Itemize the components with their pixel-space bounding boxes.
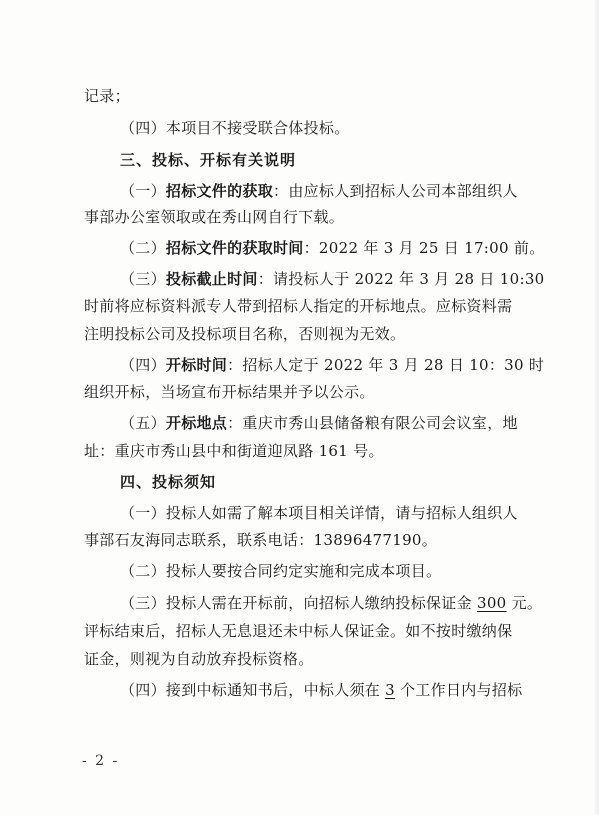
line-text: （四）接到中标通知书后，中标人须在	[120, 681, 386, 699]
deposit-amount: 300	[476, 594, 507, 612]
line-text: （四）本项目不接受联合体投标。	[120, 119, 350, 137]
text-line	[0, 561, 599, 581]
text-line	[0, 324, 599, 344]
text-line	[0, 382, 599, 402]
text-line	[0, 441, 599, 461]
page-number: - 2 -	[82, 753, 120, 769]
line-text: 时前将应标资料派专人带到招标人指定的开标地点。应标资料需	[84, 297, 513, 315]
section-heading	[0, 150, 599, 170]
line-text: ：重庆市秀山县储备粮有限公司会议室，地	[227, 414, 518, 432]
item-number: （五）	[120, 414, 166, 432]
text-line	[0, 86, 599, 106]
text-line	[0, 181, 599, 201]
line-text: 记录；	[84, 87, 130, 105]
item-number: （三）	[120, 270, 166, 288]
work-days-count: 3	[385, 681, 396, 699]
line-text: 评标结束后，招标人无息退还未中标人保证金。如不按时缴纳保	[84, 622, 513, 640]
text-line	[0, 530, 599, 550]
text-line	[0, 296, 599, 316]
text-line	[0, 238, 599, 258]
item-label: 招标文件的获取时间	[165, 239, 304, 257]
line-text: 元。	[506, 594, 543, 612]
text-line	[0, 413, 599, 433]
line-text: ：招标人定于 2022 年 3 月 28 日 10：30 时	[227, 356, 545, 374]
item-number: （一）	[120, 182, 166, 200]
item-number: （四）	[120, 356, 166, 374]
line-text: （一）投标人如需了解本项目相关详情，请与招标人组织人	[120, 504, 518, 522]
line-text: 证金，则视为自动放弃投标资格。	[84, 650, 314, 668]
text-line	[0, 649, 599, 669]
item-number: （二）	[120, 239, 166, 257]
line-text: 个工作日内与招标	[395, 681, 523, 699]
line-text: ：2022 年 3 月 25 日 17:00 前。	[303, 239, 545, 257]
line-text: （二）投标人要按合同约定实施和完成本项目。	[120, 562, 442, 580]
text-line	[0, 680, 599, 700]
line-text: ：请投标人于 2022 年 3 月 28 日 10:30	[257, 270, 545, 288]
item-label: 投标截止时间	[165, 270, 258, 288]
text-line	[0, 118, 599, 138]
text-line	[0, 593, 599, 613]
item-label: 招标文件的获取	[165, 182, 274, 200]
line-text: 址：重庆市秀山县中和街道迎凤路 161 号。	[84, 442, 384, 460]
text-line	[0, 269, 599, 289]
heading-text: 四、投标须知	[120, 473, 217, 491]
text-line	[0, 355, 599, 375]
line-text: （三）投标人需在开标前，向招标人缴纳投标保证金	[120, 594, 477, 612]
item-label: 开标地点	[165, 414, 228, 432]
line-text: 事部办公室领取或在秀山网自行下载。	[84, 208, 345, 226]
line-text: 注明投标公司及投标项目名称，否则视为无效。	[84, 325, 406, 343]
text-line	[0, 207, 599, 227]
text-line	[0, 621, 599, 641]
text-line	[0, 503, 599, 523]
section-heading	[0, 472, 599, 492]
line-text: 事部石友海同志联系，联系电话：13896477190。	[84, 531, 438, 549]
item-label: 开标时间	[165, 356, 228, 374]
line-text: 组织开标，当场宣布开标结果并予以公示。	[84, 383, 375, 401]
heading-text: 三、投标、开标有关说明	[120, 151, 297, 169]
line-text: ：由应标人到招标人公司本部组织人	[273, 182, 518, 200]
